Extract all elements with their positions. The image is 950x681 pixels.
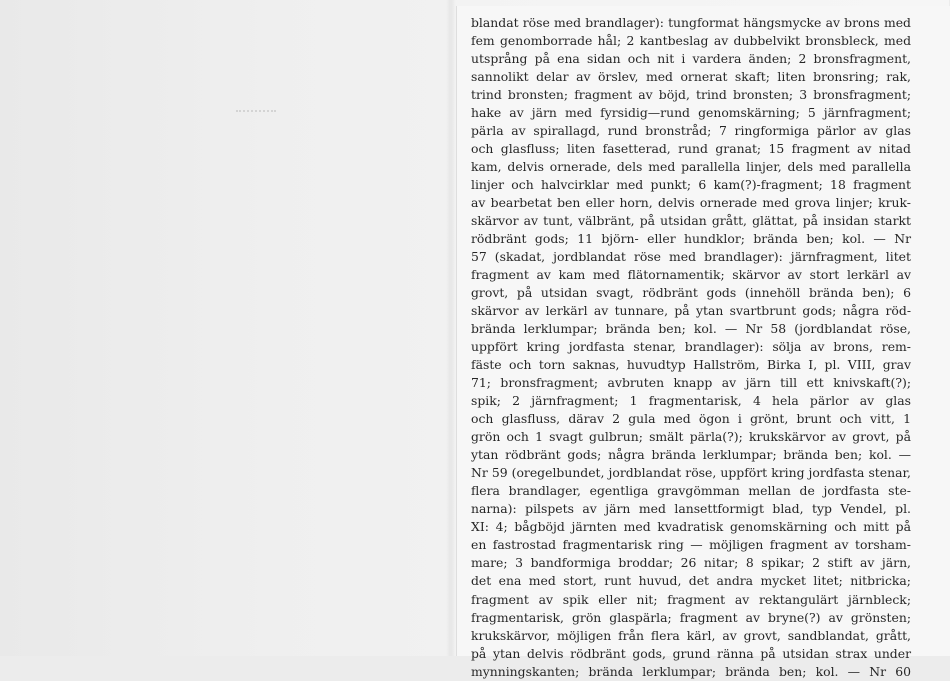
text-line: det ena med stort, runt huvud, det andra mycket litet; nitbricka; bbox=[471, 573, 911, 589]
body-text bbox=[471, 14, 911, 681]
text-line: fragment av kam med flätornamentik; skärvor av stort lerkärl av bbox=[471, 267, 911, 283]
text-line: fragment av spik eller nit; fragment av rektangulärt järnbleck; bbox=[471, 591, 911, 607]
text-line: trind bronsten; fragment av böjd, trind bronsten; 3 bronsfragment; bbox=[471, 87, 911, 103]
text-line: linjer och halvcirklar med punkt; 6 kam(?)-fragment; 18 fragment bbox=[471, 177, 911, 193]
text-line: uppfört kring jordfasta stenar, brandlager): sölja av brons, rem- bbox=[471, 339, 911, 355]
gutter-shadow bbox=[446, 0, 456, 656]
text-line: Nr 59 (oregelbundet, jordblandat röse, uppfört kring jordfasta stenar, bbox=[471, 465, 911, 481]
text-line: kam, delvis ornerade, dels med parallella linjer, dels med parallella bbox=[471, 159, 911, 175]
text-line: brända lerklumpar; brända ben; kol. — Nr 58 (jordblandat röse, bbox=[471, 321, 911, 337]
text-line: grön och 1 svagt gulbrun; smält pärla(?); krukskärvor av grovt, på bbox=[471, 429, 911, 445]
text-line: på ytan delvis rödbränt gods, grund ränna på utsidan strax under bbox=[471, 645, 911, 661]
text-line: XI: 4; bågböjd järnten med kvadratisk genomskärning och mitt på bbox=[471, 519, 911, 535]
text-line: narna): pilspets av järn med lansettformigt blad, typ Vendel, pl. bbox=[471, 501, 911, 517]
text-line: rödbränt gods; 11 björn- eller hundklor; brända ben; kol. — Nr bbox=[471, 231, 911, 247]
text-line: ytan rödbränt gods; några brända lerklumpar; brända ben; kol. — bbox=[471, 447, 911, 463]
blank-left-page bbox=[0, 0, 450, 656]
text-line: sannolikt delar av örslev, med ornerat skaft; liten bronsring; rak, bbox=[471, 69, 911, 85]
text-line: skärvor av tunt, välbränt, på utsidan grått, glättat, på insidan starkt bbox=[471, 213, 911, 229]
text-line: krukskärvor, möjligen från flera kärl, av grovt, sandblandat, grått, bbox=[471, 627, 911, 643]
bleed-through-mark bbox=[236, 104, 276, 112]
text-line: fäste och torn saknas, huvudtyp Hallström, Birka I, pl. VIII, grav bbox=[471, 357, 911, 373]
text-line: 57 (skadat, jordblandat röse med brandlager): järnfragment, litet bbox=[471, 249, 911, 265]
text-line: och glasfluss; liten fasetterad, rund granat; 15 fragment av nitad bbox=[471, 141, 911, 157]
text-line: utsprång på ena sidan och nit i vardera änden; 2 bronsfragment, bbox=[471, 51, 911, 67]
text-line: flera brandlager, egentliga gravgömman mellan de jordfasta ste- bbox=[471, 483, 911, 499]
text-line: skärvor av lerkärl av tunnare, på ytan svartbrunt gods; några röd- bbox=[471, 303, 911, 319]
text-line: fem genomborrade hål; 2 kantbeslag av dubbelvikt bronsbleck, med bbox=[471, 33, 911, 49]
text-line: 71; bronsfragment; avbruten knapp av järn till ett knivskaft(?); bbox=[471, 375, 911, 391]
text-line: mare; 3 bandformiga broddar; 26 nitar; 8 spikar; 2 stift av järn, bbox=[471, 555, 911, 571]
text-line: en fastrostad fragmentarisk ring — möjligen fragment av torsham- bbox=[471, 537, 911, 553]
text-line: spik; 2 järnfragment; 1 fragmentarisk, 4 hela pärlor av glas bbox=[471, 393, 911, 409]
text-line: mynningskanten; brända lerklumpar; brända ben; kol. — Nr 60 bbox=[471, 663, 911, 679]
text-line: grovt, på utsidan svagt, rödbränt gods (innehöll brända ben); 6 bbox=[471, 285, 911, 301]
text-line: hake av järn med fyrsidig—rund genomskärning; 5 järnfragment; bbox=[471, 105, 911, 121]
text-line: pärla av spirallagd, rund bronstråd; 7 ringformiga pärlor av glas bbox=[471, 123, 911, 139]
text-page bbox=[456, 6, 950, 679]
text-line: av bearbetat ben eller horn, delvis ornerade med grova linjer; kruk- bbox=[471, 195, 911, 211]
text-line: blandat röse med brandlager): tungformat hängsmycke av brons med bbox=[471, 15, 911, 30]
text-line: och glasfluss, därav 2 gula med ögon i grönt, brunt och vitt, 1 bbox=[471, 411, 911, 427]
text-line: fragmentarisk, grön glaspärla; fragment av bryne(?) av grönsten; bbox=[471, 609, 911, 625]
